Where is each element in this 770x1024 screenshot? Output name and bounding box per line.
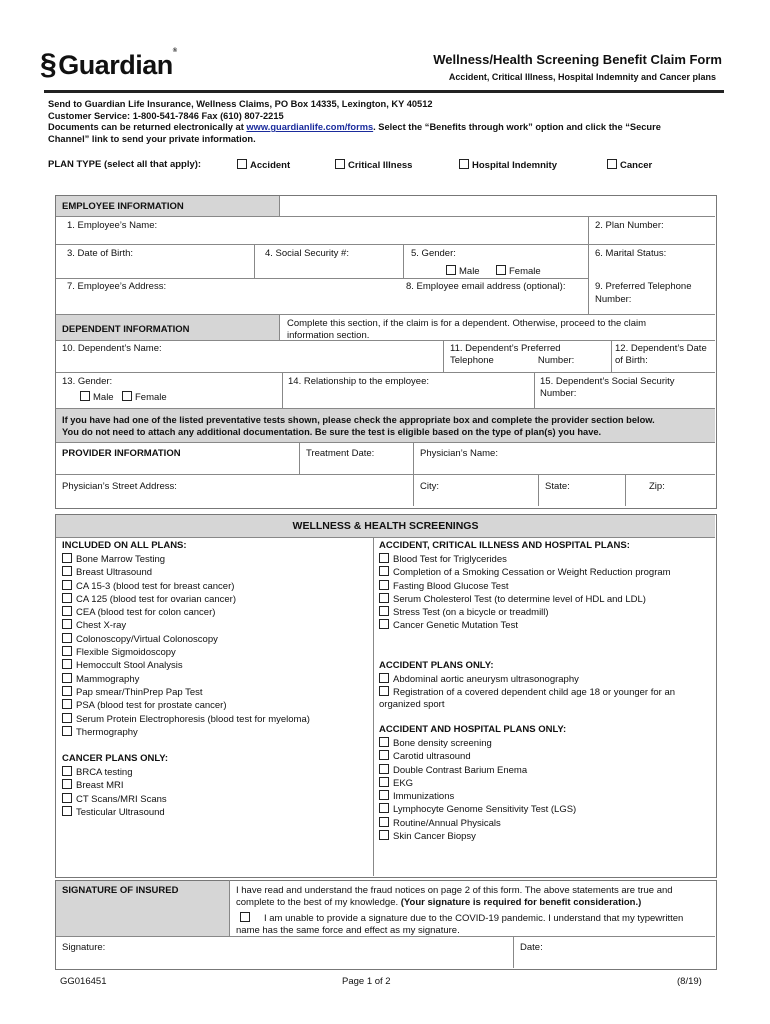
screening-item[interactable]: Carotid ultrasound — [379, 750, 576, 763]
dependent-gender-label: 13. Gender: — [62, 376, 113, 387]
dependent-dob-field[interactable]: 12. Dependent’s Date of Birth: — [615, 343, 707, 366]
screening-item[interactable]: Mammography — [62, 673, 310, 686]
instructions: If you have had one of the listed preventative tests shown, please check the appropriate box and complete the provider section below. You do not need to attach any additional documentation. Be sure the test is eligible based on the type of plan(s) you have. — [62, 415, 655, 437]
dependent-gender-male[interactable]: Male — [80, 391, 114, 403]
screening-item[interactable]: Registration of a covered dependent child age 18 or younger for an — [379, 686, 675, 699]
checkbox[interactable] — [379, 593, 389, 603]
plan-type-label: PLAN TYPE (select all that apply): — [48, 159, 202, 170]
checkbox[interactable] — [62, 686, 72, 696]
checkbox[interactable] — [379, 803, 389, 813]
dependent-name-field[interactable]: 10. Dependent’s Name: — [62, 343, 162, 354]
form-title: Wellness/Health Screening Benefit Claim Form — [433, 52, 722, 67]
employee-email-field[interactable]: 8. Employee email address (optional): — [406, 281, 566, 292]
checkbox[interactable] — [379, 764, 389, 774]
checkbox[interactable] — [379, 817, 389, 827]
screening-item[interactable]: Flexible Sigmoidoscopy — [62, 646, 310, 659]
checkbox[interactable] — [237, 159, 247, 169]
header-rule — [44, 90, 724, 93]
screening-item[interactable]: Bone density screening — [379, 737, 576, 750]
checkbox[interactable] — [62, 646, 72, 656]
screening-item[interactable]: Stress Test (on a bicycle or treadmill) — [379, 606, 671, 619]
checkbox[interactable] — [379, 686, 389, 696]
checkbox[interactable] — [62, 779, 72, 789]
checkbox[interactable] — [379, 566, 389, 576]
covid-checkbox[interactable] — [240, 912, 250, 922]
relationship-field[interactable]: 14. Relationship to the employee: — [288, 376, 430, 387]
employee-gender-label: 5. Gender: — [411, 248, 456, 259]
screening-item[interactable]: CA 125 (blood test for ovarian cancer) — [62, 593, 310, 606]
screening-item[interactable]: BRCA testing — [62, 766, 168, 779]
marital-status-field[interactable]: 6. Marital Status: — [595, 248, 667, 259]
checkbox[interactable] — [62, 580, 72, 590]
employee-name-field[interactable]: 1. Employee’s Name: — [67, 220, 158, 231]
provider-section-header: PROVIDER INFORMATION — [62, 448, 181, 459]
screening-item[interactable]: Completion of a Smoking Cessation or Weight Reduction program — [379, 566, 671, 579]
checkbox[interactable] — [379, 750, 389, 760]
dependent-ssn-field[interactable]: 15. Dependent’s Social Security Number: — [540, 376, 675, 399]
aci-plans-section — [379, 540, 671, 633]
screening-item[interactable]: Hemoccult Stool Analysis — [62, 659, 310, 672]
employee-address-field[interactable]: 7. Employee’s Address: — [67, 281, 167, 292]
checkbox[interactable] — [379, 777, 389, 787]
all-plans-title: INCLUDED ON ALL PLANS: — [62, 540, 187, 551]
form-id: GG016451 — [60, 976, 107, 987]
screening-item[interactable]: CEA (blood test for colon cancer) — [62, 606, 310, 619]
checkbox[interactable] — [459, 159, 469, 169]
screening-item[interactable]: Blood Test for Triglycerides — [379, 553, 671, 566]
cancer-plans-section — [62, 753, 168, 819]
screening-item[interactable]: Serum Cholesterol Test (to determine level of HDL and LDL) — [379, 593, 671, 606]
screening-item[interactable]: Pap smear/ThinPrep Pap Test — [62, 686, 310, 699]
screening-item[interactable]: Thermography — [62, 726, 310, 739]
checkbox[interactable] — [62, 659, 72, 669]
physician-zip-field[interactable]: Zip: — [649, 481, 665, 492]
checkbox[interactable] — [379, 619, 389, 629]
screening-item[interactable]: CA 15-3 (blood test for breast cancer) — [62, 580, 310, 593]
employee-ssn-field[interactable]: 4. Social Security #: — [265, 248, 349, 259]
checkbox[interactable] — [62, 619, 72, 629]
checkbox[interactable] — [335, 159, 345, 169]
dependent-gender-female[interactable]: Female — [122, 391, 167, 403]
checkbox[interactable] — [379, 673, 389, 683]
guardian-logo: §Guardian® — [40, 48, 177, 81]
checkbox[interactable] — [62, 633, 72, 643]
dependent-section-header: DEPENDENT INFORMATION — [62, 324, 190, 335]
accident-plans-title: ACCIDENT PLANS ONLY: — [379, 660, 494, 671]
screening-item[interactable]: Serum Protein Electrophoresis (blood test for myeloma) — [62, 713, 310, 726]
checkbox[interactable] — [379, 737, 389, 747]
employee-section-header: EMPLOYEE INFORMATION — [62, 201, 184, 212]
checkbox[interactable] — [379, 790, 389, 800]
date-field[interactable]: Date: — [520, 942, 543, 953]
screening-item[interactable]: Chest X-ray — [62, 619, 310, 632]
checkbox[interactable] — [379, 830, 389, 840]
checkbox[interactable] — [62, 766, 72, 776]
signature-field[interactable]: Signature: — [62, 942, 106, 953]
checkbox[interactable] — [62, 713, 72, 723]
employee-gender-male[interactable]: Male — [446, 265, 480, 277]
screening-item[interactable]: Colonoscopy/Virtual Colonoscopy — [62, 633, 310, 646]
employee-dob-field[interactable]: 3. Date of Birth: — [67, 248, 134, 259]
checkbox[interactable] — [62, 673, 72, 683]
preferred-phone-field[interactable]: 9. Preferred Telephone Number: — [595, 281, 692, 305]
physician-name-field[interactable]: Physician’s Name: — [420, 448, 498, 459]
checkbox[interactable] — [62, 726, 72, 736]
send-info: Send to Guardian Life Insurance, Wellness Claims, PO Box 14335, Lexington, KY 40512 Customer Service: 1-800-541-7846 Fax (610) 807-2215 Documents can be returned electronically at www.guardianlife.com/forms. Select the “Benefits through work” option and click the “Secure Channel” link to send your private information. — [48, 99, 661, 144]
forms-link[interactable]: www.guardianlife.com/forms — [246, 122, 374, 132]
form-version: (8/19) — [677, 976, 702, 987]
plan-number-field[interactable]: 2. Plan Number: — [595, 220, 664, 231]
treatment-date-field[interactable]: Treatment Date: — [306, 448, 375, 459]
physician-street-field[interactable]: Physician’s Street Address: — [62, 481, 177, 492]
employee-gender-female[interactable]: Female — [496, 265, 541, 277]
aci-plans-title: ACCIDENT, CRITICAL ILLNESS AND HOSPITAL PLANS: — [379, 540, 630, 551]
plan-option-critical-illness[interactable]: Critical Illness — [335, 159, 412, 171]
screening-item[interactable]: Immunizations — [379, 790, 576, 803]
page-number: Page 1 of 2 — [342, 976, 391, 987]
screening-item[interactable]: Double Contrast Barium Enema — [379, 764, 576, 777]
checkbox[interactable] — [62, 553, 72, 563]
checkbox[interactable] — [379, 606, 389, 616]
signature-section-header: SIGNATURE OF INSURED — [62, 885, 179, 896]
accident-hospital-section — [379, 724, 576, 843]
accident-plans-section: ACCIDENT PLANS ONLY: Abdominal aortic aneurysm ultrasonography Registration of a covered dependent child age 18 or younger for an organized sport — [379, 660, 676, 710]
screening-item[interactable]: Skin Cancer Biopsy — [379, 830, 576, 843]
plan-option-accident[interactable]: Accident — [237, 159, 290, 171]
dependent-phone-field[interactable]: 11. Dependent’s Preferred Telephone Number: — [450, 343, 575, 366]
checkbox[interactable] — [607, 159, 617, 169]
guardian-logo-icon: § — [40, 48, 57, 81]
plan-option-hospital-indemnity[interactable]: Hospital Indemnity — [459, 159, 557, 171]
checkbox[interactable] — [62, 699, 72, 709]
screening-item[interactable]: Testicular Ultrasound — [62, 806, 168, 819]
checkbox[interactable] — [62, 793, 72, 803]
checkbox[interactable] — [62, 606, 72, 616]
dependent-note: Complete this section, if the claim is for a dependent. Otherwise, proceed to the claim information section. — [287, 318, 647, 341]
screening-item[interactable]: Cancer Genetic Mutation Test — [379, 619, 671, 632]
cancer-plans-title: CANCER PLANS ONLY: — [62, 753, 169, 764]
screening-item[interactable]: PSA (blood test for prostate cancer) — [62, 699, 310, 712]
fraud-attestation: I have read and understand the fraud notices on page 2 of this form. The above statements are true and complete to the best of my knowledge. (Your signature is required for benefit consideration.) — [236, 885, 673, 908]
checkbox[interactable] — [379, 553, 389, 563]
screenings-header: WELLNESS & HEALTH SCREENINGS — [292, 520, 479, 532]
screening-item[interactable]: Abdominal aortic aneurysm ultrasonography — [379, 673, 675, 686]
screening-item[interactable]: Routine/Annual Physicals — [379, 817, 576, 830]
checkbox[interactable] — [62, 593, 72, 603]
checkbox[interactable] — [62, 806, 72, 816]
screening-item[interactable]: Lymphocyte Genome Sensitivity Test (LGS) — [379, 803, 576, 816]
checkbox[interactable] — [62, 566, 72, 576]
plan-option-cancer[interactable]: Cancer — [607, 159, 652, 171]
screening-item[interactable]: Fasting Blood Glucose Test — [379, 580, 671, 593]
form-subtitle: Accident, Critical Illness, Hospital Indemnity and Cancer plans — [448, 72, 716, 82]
accident-hospital-title: ACCIDENT AND HOSPITAL PLANS ONLY: — [379, 724, 567, 735]
physician-city-field[interactable]: City: — [420, 481, 439, 492]
checkbox[interactable] — [379, 580, 389, 590]
screening-item[interactable]: Breast Ultrasound — [62, 566, 310, 579]
screening-item[interactable]: EKG — [379, 777, 576, 790]
covid-attestation[interactable]: I am unable to provide a signature due to the COVID-19 pandemic. I understand that my typewritten name has the same force and effect as my signature. — [236, 913, 684, 936]
screening-item[interactable]: Bone Marrow Testing — [62, 553, 310, 566]
all-plans-section — [62, 540, 310, 739]
screening-item[interactable]: Breast MRI — [62, 779, 168, 792]
physician-state-field[interactable]: State: — [545, 481, 570, 492]
screening-item[interactable]: CT Scans/MRI Scans — [62, 793, 168, 806]
